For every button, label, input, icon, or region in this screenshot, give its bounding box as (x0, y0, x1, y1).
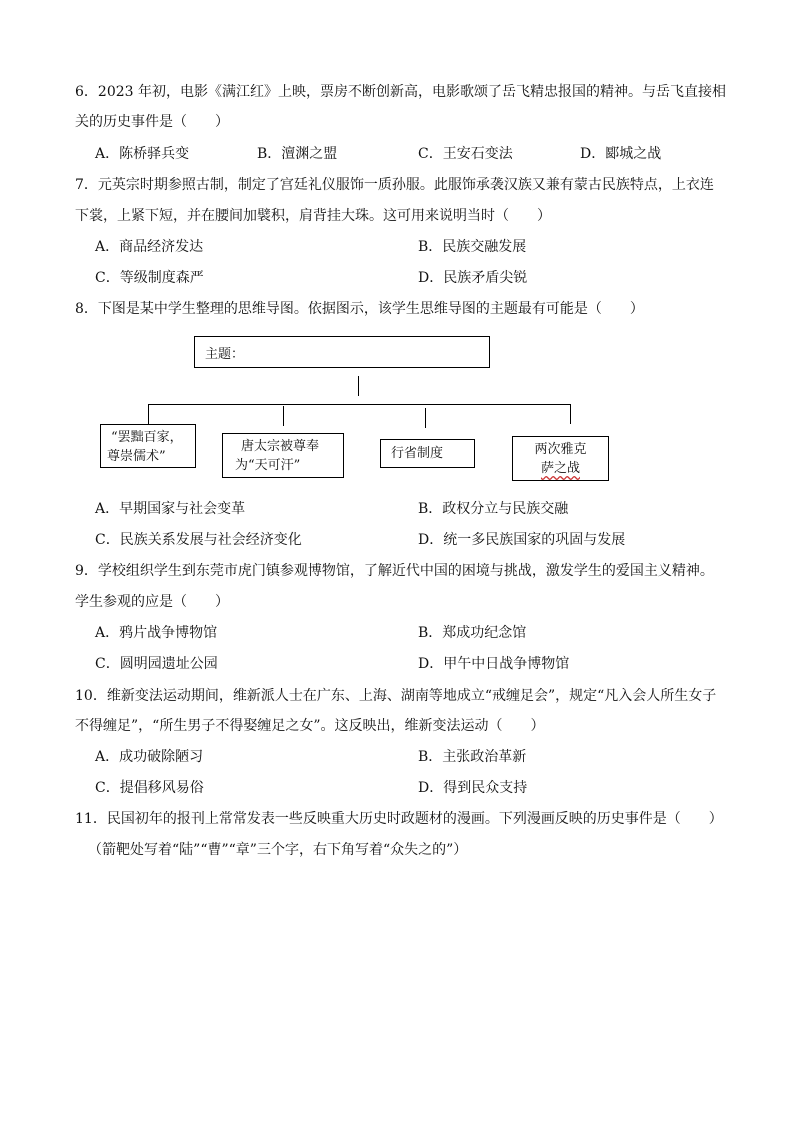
mindmap-branch-line-1 (148, 404, 149, 424)
mindmap-branch-line-2 (283, 406, 284, 426)
q6-option-a: A．陈桥驿兵变 (95, 146, 190, 162)
q7-stem-line1: 7．元英宗时期参照古制，制定了宫廷礼仪服饰一质孙服。此服饰承袭汉族又兼有蒙古民族特点，上衣连 (75, 177, 714, 193)
q6-stem-line1: 6．2023 年初，电影《满江红》上映，票房不断创新高，电影歌颂了岳飞精忠报国的精神。与岳飞直接相 (75, 84, 726, 100)
q11-stem-line1: 11．民国初年的报刊上常常发表一些反映重大历史时政题材的漫画。下列漫画反映的历史事件是（ ） (75, 811, 723, 827)
mindmap-branch-1-line2: 尊崇儒术” (107, 449, 166, 464)
q7-option-c: C．等级制度森严 (95, 270, 204, 286)
q10-option-d: D．得到民众支持 (418, 780, 528, 796)
q10-stem-line1: 10．维新变法运动期间，维新派人士在广东、上海、湖南等地成立“戒缠足会”，规定“凡入会人所生女子 (75, 688, 717, 704)
q9-option-c: C．圆明园遗址公园 (95, 656, 218, 672)
q8-option-d: D．统一多民族国家的巩固与发展 (418, 532, 626, 548)
q6-option-b: B．澶渊之盟 (257, 146, 338, 162)
mindmap-branch-4-line2: 萨之战 (540, 461, 580, 476)
mindmap-branch-4-line1: 两次雅克 (534, 442, 587, 457)
q10-stem-line2: 不得缠足”，“所生男子不得娶缠足之女”。这反映出，维新变法运动（ ） (75, 718, 545, 734)
q9-option-b: B．郑成功纪念馆 (418, 625, 527, 641)
mindmap-topic-box (194, 336, 490, 368)
q10-option-b: B．主张政治革新 (418, 749, 527, 765)
q6-option-c: C．王安石变法 (418, 146, 513, 162)
q7-option-a: A．商品经济发达 (95, 239, 204, 255)
mindmap-stem-line (358, 376, 359, 396)
mindmap-branch-line-4 (570, 404, 571, 424)
q8-option-a: A．早期国家与社会变革 (95, 501, 246, 517)
mindmap-branch-2-line2: 为“天可汗” (235, 458, 301, 473)
mindmap-branch-box-2 (222, 433, 344, 478)
mindmap-topic-label: 主题： (205, 347, 245, 362)
q10-option-a: A．成功破除陋习 (95, 749, 204, 765)
mindmap-branch-box-3 (380, 439, 475, 468)
q9-stem-line1: 9．学校组织学生到东莞市虎门镇参观博物馆，了解近代中国的困境与挑战，激发学生的爱国主义精神。 (75, 563, 714, 579)
mindmap-horizontal-line (148, 404, 571, 405)
q8-option-b: B．政权分立与民族交融 (418, 501, 569, 517)
q8-stem: 8．下图是某中学生整理的思维导图。依据图示，该学生思维导图的主题最有可能是（ ） (75, 301, 644, 317)
mindmap-branch-2-line1: 唐太宗被尊奉 (241, 439, 320, 454)
q11-stem-line2: （箭靶处写着“陆”“曹”“章”三个字，右下角写着“众失之的”） (88, 842, 468, 858)
mindmap-branch-line-3 (425, 408, 426, 428)
mindmap-branch-box-1 (100, 424, 196, 468)
q9-option-a: A．鸦片战争博物馆 (95, 625, 218, 641)
q8-option-c: C．民族关系发展与社会经济变化 (95, 532, 302, 548)
q6-stem-line2: 关的历史事件是（ ） (75, 114, 229, 130)
mindmap-branch-3-label: 行省制度 (391, 446, 444, 461)
mindmap-branch-1-line1: “罢黜百家， (111, 430, 183, 445)
q6-option-d: D．郾城之战 (580, 146, 662, 162)
q10-option-c: C．提倡移风易俗 (95, 780, 204, 796)
q9-stem-line2: 学生参观的应是（ ） (75, 594, 229, 610)
q7-stem-line2: 下裳，上紧下短，并在腰间加襞积，肩背挂大珠。这可用来说明当时（ ） (75, 208, 551, 224)
q7-option-d: D．民族矛盾尖锐 (418, 270, 528, 286)
q9-option-d: D．甲午中日战争博物馆 (418, 656, 570, 672)
q7-option-b: B．民族交融发展 (418, 239, 527, 255)
mindmap-branch-box-4 (512, 436, 609, 481)
